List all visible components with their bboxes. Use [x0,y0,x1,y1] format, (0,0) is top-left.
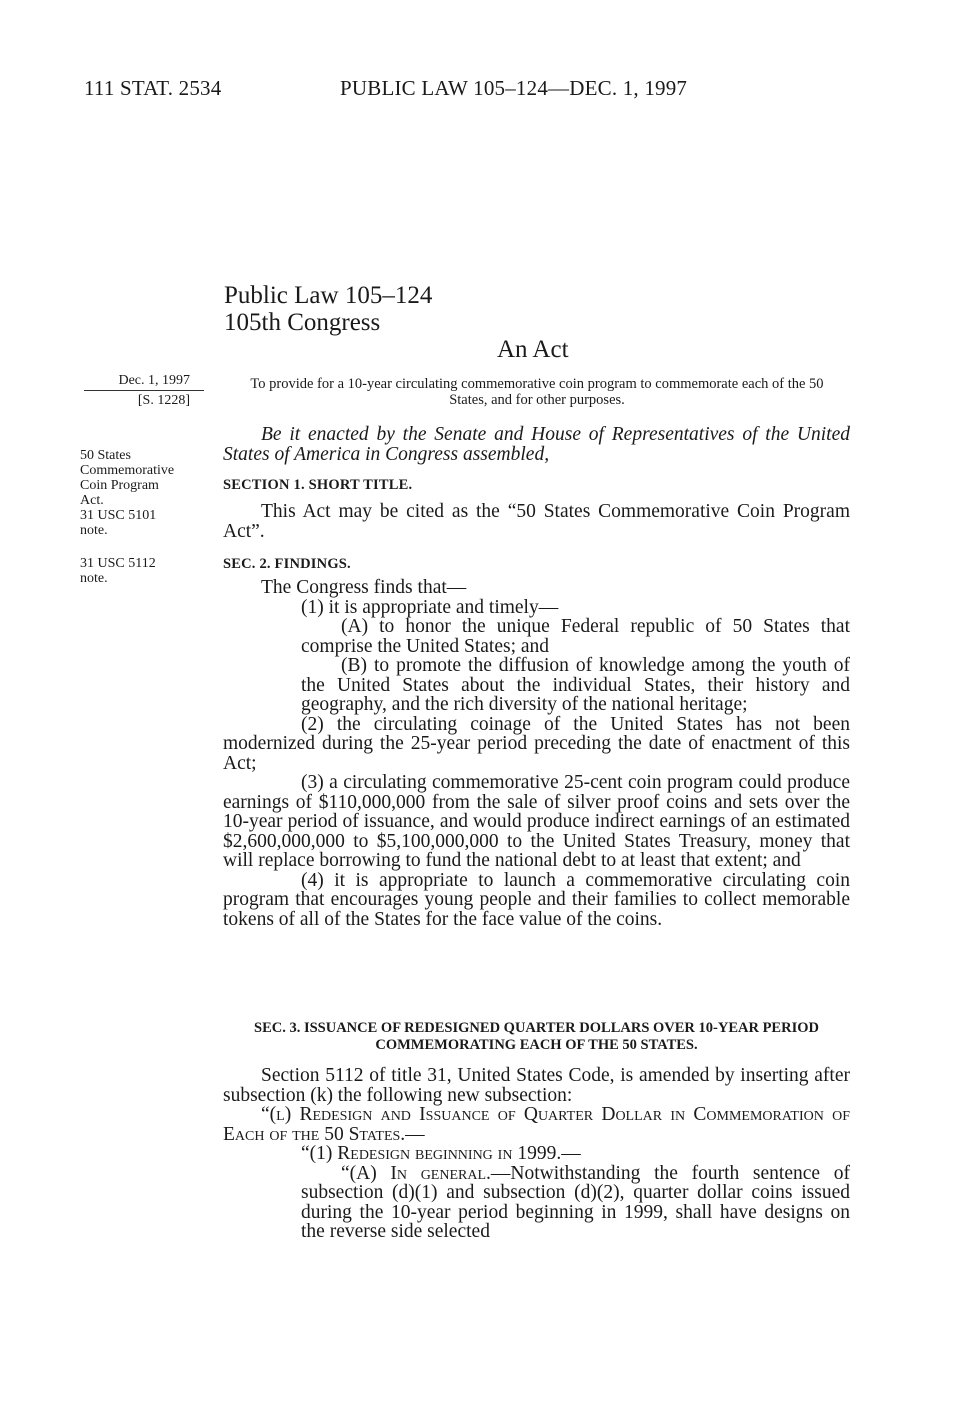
sidebar-note-findings [80,556,210,586]
section-3-body [223,1066,850,1242]
running-head-page: 111 STAT. 2534 [84,76,222,100]
sidebar-note-line: 31 USC 5101 [80,508,157,523]
subparagraph-a [223,1164,850,1242]
sidebar-note-line: Act. [80,493,104,508]
subsection-l-heading: “(l) Redesign and Issuance of Quarter Dollar in Commemoration of Each of the 50 States.— [223,1104,850,1145]
section-1-text: This Act may be cited as the “50 States Commemorative Coin Program Act”. [223,501,850,542]
sidebar-note-line: Coin Program [80,478,159,493]
bill-number: [S. 1228] [137,393,190,408]
section-2-heading: SEC. 2. FINDINGS. [223,556,351,572]
law-number: Public Law 105–124 [224,282,433,309]
enacting-clause: Be it enacted by the Senate and House of Representatives of the United States of America in Congress assembled, [223,424,850,465]
law-title-block [224,282,432,336]
act-purpose: To provide for a 10-year circulating commemorative coin program to commemorate each of the 50 States, and for other purposes. [250,376,824,408]
section-1-heading: SECTION 1. SHORT TITLE. [223,477,413,493]
sidebar-note-line: note. [80,523,108,538]
sidebar-date-block [84,373,204,408]
finding-1: (1) it is appropriate and timely— [301,596,559,618]
sidebar-note-line: note. [80,571,108,586]
section-2-body [223,578,850,929]
finding-1a: (A) to honor the unique Federal republic of 50 States that comprise the United States; and [301,616,850,657]
sidebar-note-short-title [80,448,210,538]
sidebar-note-line: 31 USC 5112 [80,556,156,571]
sidebar-note-line: 50 States [80,448,131,463]
paragraph-1-heading: “(1) Redesign beginning in 1999.— [301,1143,581,1164]
finding-2: (2) the circulating coinage of the United States has not been modernized during the 25-year period preceding the date of enactment of this Act; [223,713,850,774]
finding-4: (4) it is appropriate to launch a commemorative circulating coin program that encourages young people and their families to collect memorable tokens of all of the States for the face value of the coins. [223,869,850,930]
finding-3: (3) a circulating commemorative 25-cent coin program could produce earnings of $110,000,000 from the sale of silver proof coins and sets over the 10-year period of issuance, and would produce indirect earnings of an estimated $2,600,000,000 to $5,100,000,000 to the United States Treasury, money that will replace borrowing to fund the national debt to at least that extent; and [223,772,850,871]
findings-intro: The Congress finds that— [261,577,467,598]
enactment-date: Dec. 1, 1997 [84,373,204,391]
finding-1b: (B) to promote the diffusion of knowledge among the youth of the United States about the individual States, their history and geography, and the rich diversity of the national heritage; [301,655,850,715]
sidebar-note-line: Commemorative [80,463,175,478]
subparagraph-a-text: —Notwithstanding the fourth sentence of subsection (d)(1) and subsection (d)(2), quarter dollar coins issued during the 10-year period beginning in 1999, shall have designs on the reverse side selected [301,1162,850,1242]
an-act-title: An Act [497,336,569,363]
subparagraph-a-label: “(A) In general. [341,1162,491,1184]
congress-number: 105th Congress [224,309,381,336]
section-3-intro: Section 5112 of title 31, United States Code, is amended by inserting after subsection (k) the following new subsection: [223,1065,850,1106]
running-head-law: PUBLIC LAW 105–124—DEC. 1, 1997 [340,76,688,100]
section-3-heading: SEC. 3. ISSUANCE OF REDESIGNED QUARTER DOLLARS OVER 10-YEAR PERIOD COMMEMORATING EACH OF THE 50 STATES. [254,1020,819,1053]
